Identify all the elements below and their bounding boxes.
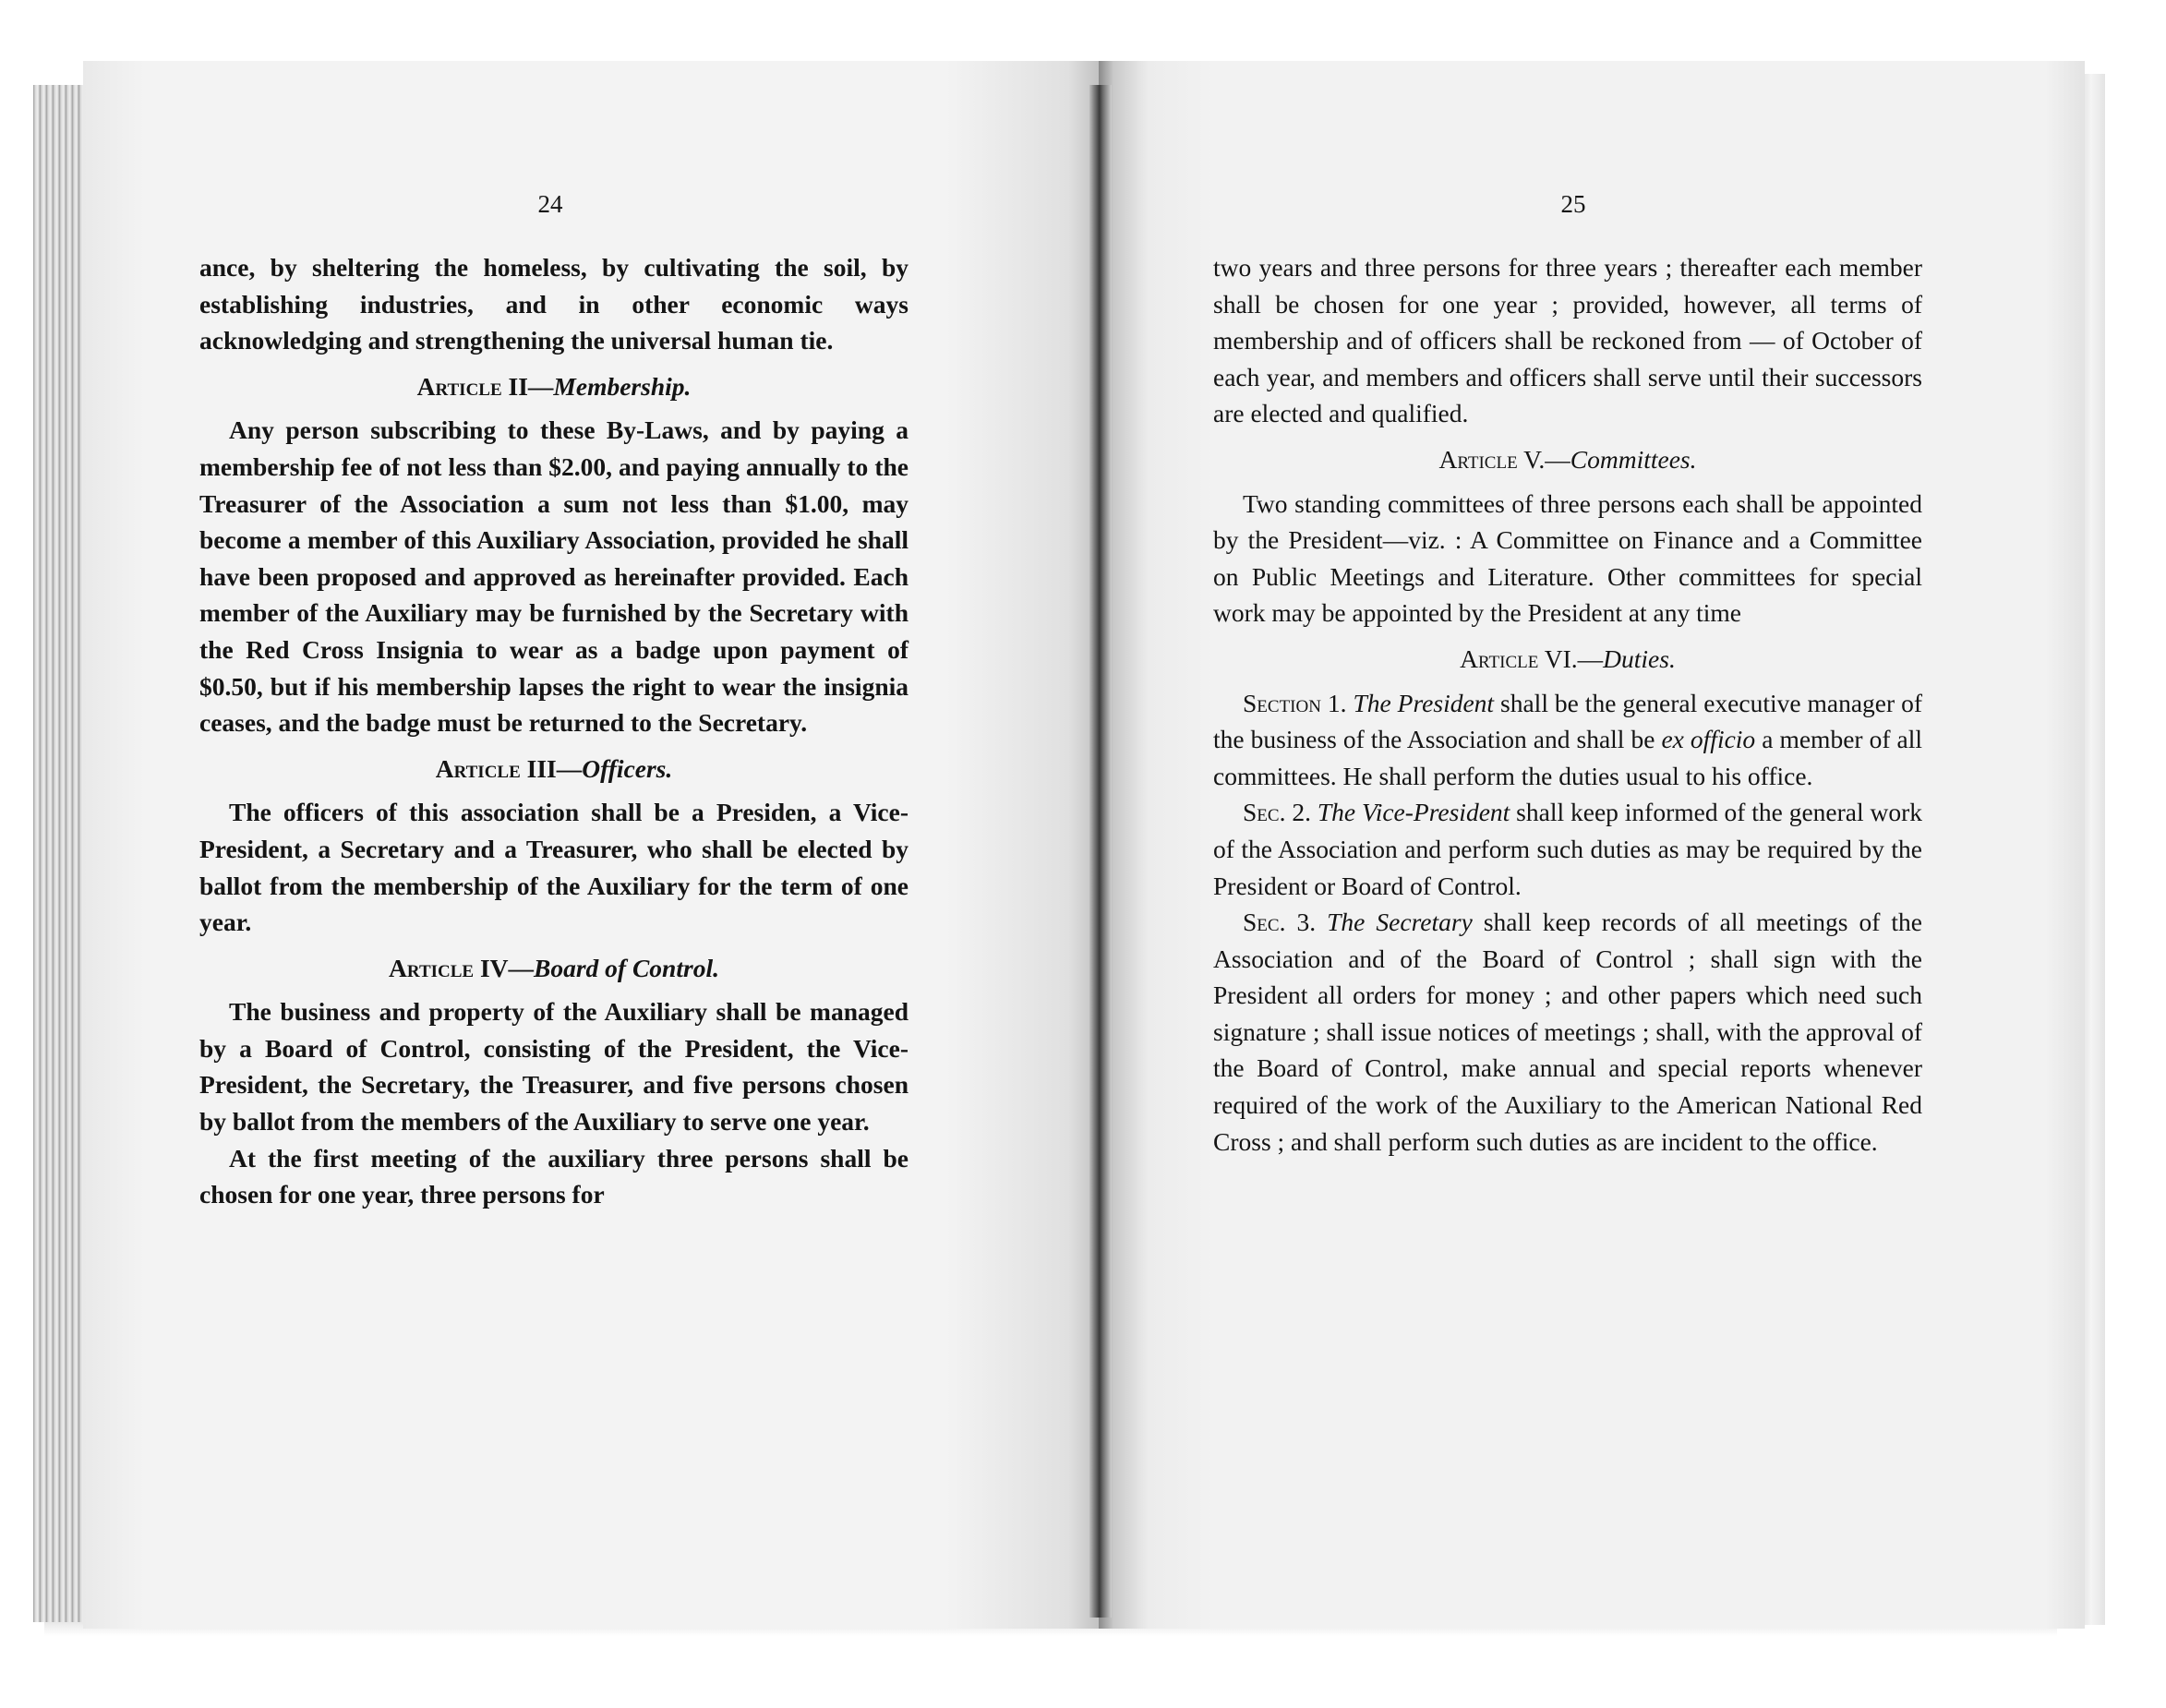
section-3-role: The Secretary [1327,908,1473,937]
section-2-label: Sec. 2. [1243,798,1311,827]
continuation-paragraph: ance, by sheltering the homeless, by cultivating the soil, by establishing industries, and in other economic ways acknowledging and strengthening the universal human tie. [199,253,909,355]
left-page-edges [33,85,89,1622]
section-3-label: Sec. 3. [1243,908,1317,937]
page-number-left: 24 [537,190,563,218]
section-3-text [1213,904,1922,1160]
article-6-heading [1213,641,1922,678]
article-3-text: The officers of this association shall be a Presiden, a Vice-President, a Secretary and a Treasurer, who shall be elected by ballot from the membership of the Auxiliary for the term of one year. [199,798,909,937]
article-6-title: Duties. [1603,644,1676,673]
article-2-text: Any person subscribing to these By-Laws, and by paying a membership fee of not less than $2.00, and paying annually to the Treasurer of the Association a sum not less than $1.00, may become a member of this Auxiliary Association, provided he shall have been proposed and approved as hereinafter provided. Each member of the Auxiliary may be furnished by the Secretary with the Red Cross Insignia to wear as a badge upon payment of $0.50, but if his membership lapses the right to wear the insignia ceases, and the badge must be returned to the Secretary. [199,415,909,738]
continuation-paragraph-right: two years and three persons for three years ; thereafter each member shall be chosen for one year ; provided, however, all terms of membership and of officers shall be reckoned from — of October of each year, and members and officers shall serve until their successors are elected and qualified. [1213,253,1922,428]
article-2-heading [199,368,909,405]
section-1-role: The President [1353,688,1495,717]
article-5-label: Article V.— [1438,444,1570,474]
article-4-text: The business and property of the Auxiliary shall be managed by a Board of Control, consisting of the President, the Vice-President, the Secretary, the Treasurer, and five persons chosen by ballot from the members of the Auxiliary to serve one year. [199,997,909,1137]
page-number-right: 25 [1560,190,1586,218]
section-1-ex-officio: ex officio [1661,725,1756,754]
section-1-body-b: a member of all committees. He shall perform the duties usual to his office. [1213,725,1923,790]
book-gutter [1089,85,1112,1618]
article-6-label: Article VI.— [1460,644,1604,673]
section-1-body-a: shall be the general executive manager of the business of the Association and shall be [1213,688,1923,754]
right-page-text [1213,249,1922,1160]
article-5-text: Two standing committees of three persons each shall be appointed by the President—viz. : A Committee on Finance and a Committee on Public Meetings and Literature. Other committees for special work may be appointed by the President at any time [1213,488,1922,628]
article-5-title: Committees. [1570,444,1697,474]
article-4-text-2: At the first meeting of the auxiliary three persons shall be chosen for one year, three persons for [199,1143,909,1209]
section-3-body: shall keep records of all meetings of the Association and of the Board of Control ; shall sign with the President all orders for money ; and other papers which need such signature ; shall issue notices of meetings ; shall, with the approval of the Board of Control, make annual and special reports whenever required of the work of the Auxiliary to the American National Red Cross ; and shall perform such duties as are incident to the office. [1213,908,1922,1156]
section-2-text [1213,794,1922,904]
section-1-label: Section 1. [1243,688,1347,717]
article-4-title: Board of Control. [534,953,719,982]
section-2-body: shall keep informed of the general work of the Association and perform such duties as may be required by the President or Board of Control. [1213,798,1923,900]
section-1-text [1213,685,1922,795]
article-4-label: Article IV— [389,953,535,982]
section-2-role: The Vice-President [1317,798,1510,827]
article-2-title: Membership. [553,371,692,401]
article-3-heading [199,751,909,788]
article-4-heading [199,950,909,987]
article-5-heading [1213,441,1922,478]
article-3-title: Officers. [582,753,673,783]
article-3-label: Article III— [435,753,583,783]
article-2-label: Article II— [416,371,554,401]
left-page-text [199,249,909,1213]
